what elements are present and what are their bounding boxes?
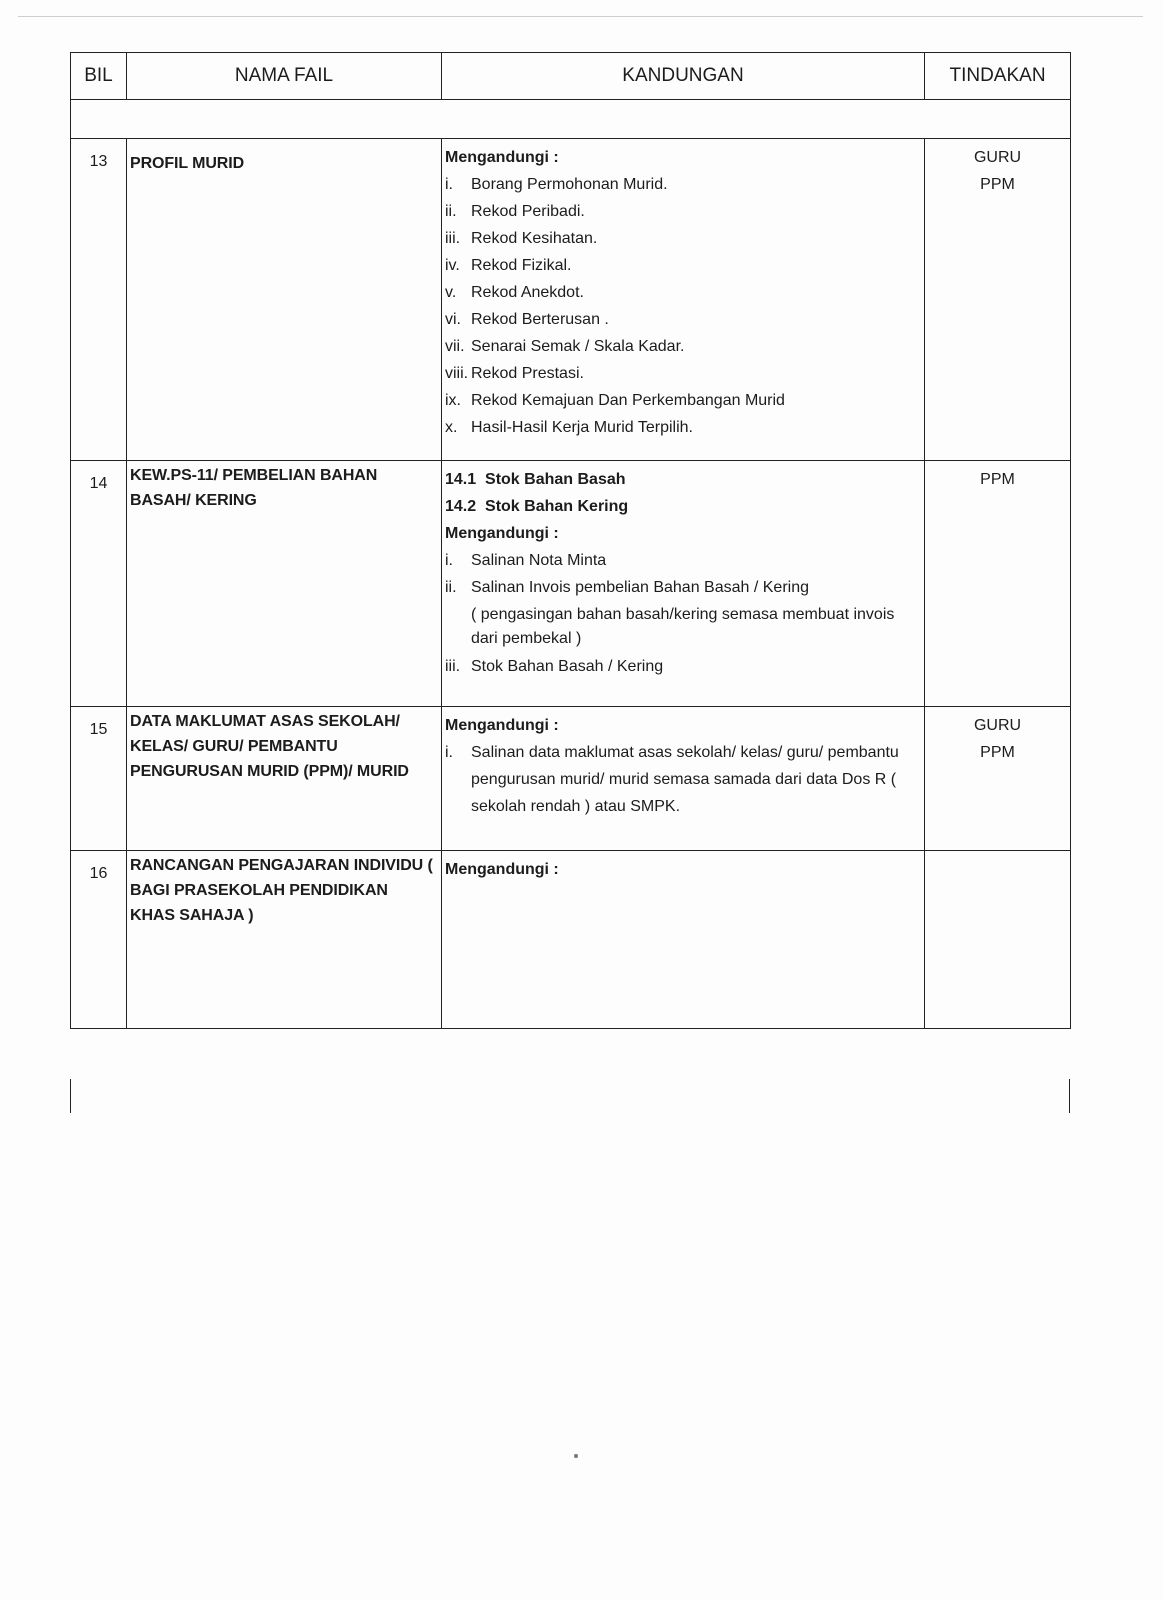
table-row <box>71 139 1071 461</box>
list-item: vi. Rekod Berterusan . <box>445 311 609 328</box>
content-heading: Mengandungi : <box>445 149 559 166</box>
header-kandungan: KANDUNGAN <box>442 53 925 100</box>
list-item-note: ( pengasingan bahan basah/kering semasa membuat invois dari pembekal ) <box>471 606 895 647</box>
action-cell <box>925 707 1071 851</box>
action-cell <box>925 851 1071 1029</box>
list-item: iv. Rekod Fizikal. <box>445 257 572 274</box>
row-number: 14 <box>71 461 127 707</box>
action-cell <box>925 139 1071 461</box>
spacer-row <box>71 100 1071 139</box>
table-border-tail-right <box>1069 1079 1070 1113</box>
table-row <box>71 851 1071 1029</box>
file-register-table <box>70 52 1070 1029</box>
content-subitem: 14.1 Stok Bahan Basah <box>445 471 626 488</box>
page-top-rule <box>18 16 1143 17</box>
file-name: PROFIL MURID <box>127 139 442 461</box>
action-guru: GURU <box>973 149 1022 166</box>
file-content <box>442 139 925 461</box>
table-header-row <box>71 53 1071 100</box>
action-ppm: PPM <box>980 176 1015 193</box>
table-row <box>71 707 1071 851</box>
header-nama-fail: NAMA FAIL <box>127 53 442 100</box>
file-content <box>442 851 925 1029</box>
header-bil: BIL <box>71 53 127 100</box>
row-number: 13 <box>71 139 127 461</box>
content-heading: Mengandungi : <box>445 525 559 542</box>
list-item: iii. Stok Bahan Basah / Kering <box>445 658 664 675</box>
table-row <box>71 461 1071 707</box>
action-ppm: PPM <box>980 471 1015 488</box>
list-item: iii. Rekod Kesihatan. <box>445 230 598 247</box>
list-item: i. Salinan Nota Minta <box>445 552 607 569</box>
list-item: i. Borang Permohonan Murid. <box>445 176 668 193</box>
file-content <box>442 461 925 707</box>
file-name: RANCANGAN PENGAJARAN INDIVIDU ( BAGI PRASEKOLAH PENDIDIKAN KHAS SAHAJA ) <box>127 851 442 1029</box>
list-item: ii. Salinan Invois pembelian Bahan Basah / Kering <box>445 579 809 596</box>
action-cell <box>925 461 1071 707</box>
list-item: x. Hasil-Hasil Kerja Murid Terpilih. <box>445 419 693 436</box>
list-item: viii. Rekod Prestasi. <box>445 365 584 382</box>
header-tindakan: TINDAKAN <box>925 53 1071 100</box>
action-guru: GURU <box>973 717 1022 734</box>
list-item: vii. Senarai Semak / Skala Kadar. <box>445 338 685 355</box>
list-item: v. Rekod Anekdot. <box>445 284 584 301</box>
content-heading: Mengandungi : <box>445 717 559 734</box>
file-content <box>442 707 925 851</box>
list-item: i. Salinan data maklumat asas sekolah/ kelas/ guru/ pembantu pengurusan murid/ murid semasa samada dari data Dos R ( sekolah rendah ) atau SMPK. <box>445 744 899 815</box>
content-subitem: 14.2 Stok Bahan Kering <box>445 498 629 515</box>
list-item: ix. Rekod Kemajuan Dan Perkembangan Murid <box>445 392 785 409</box>
row-number: 16 <box>71 851 127 1029</box>
table-border-tail-left <box>70 1079 71 1113</box>
content-heading: Mengandungi : <box>445 861 559 878</box>
action-ppm: PPM <box>980 744 1015 761</box>
list-item: ii. Rekod Peribadi. <box>445 203 585 220</box>
row-number: 15 <box>71 707 127 851</box>
file-name: DATA MAKLUMAT ASAS SEKOLAH/ KELAS/ GURU/ PEMBANTU PENGURUSAN MURID (PPM)/ MURID <box>127 707 442 851</box>
file-name: KEW.PS-11/ PEMBELIAN BAHAN BASAH/ KERING <box>127 461 442 707</box>
scan-speck <box>574 1454 578 1458</box>
